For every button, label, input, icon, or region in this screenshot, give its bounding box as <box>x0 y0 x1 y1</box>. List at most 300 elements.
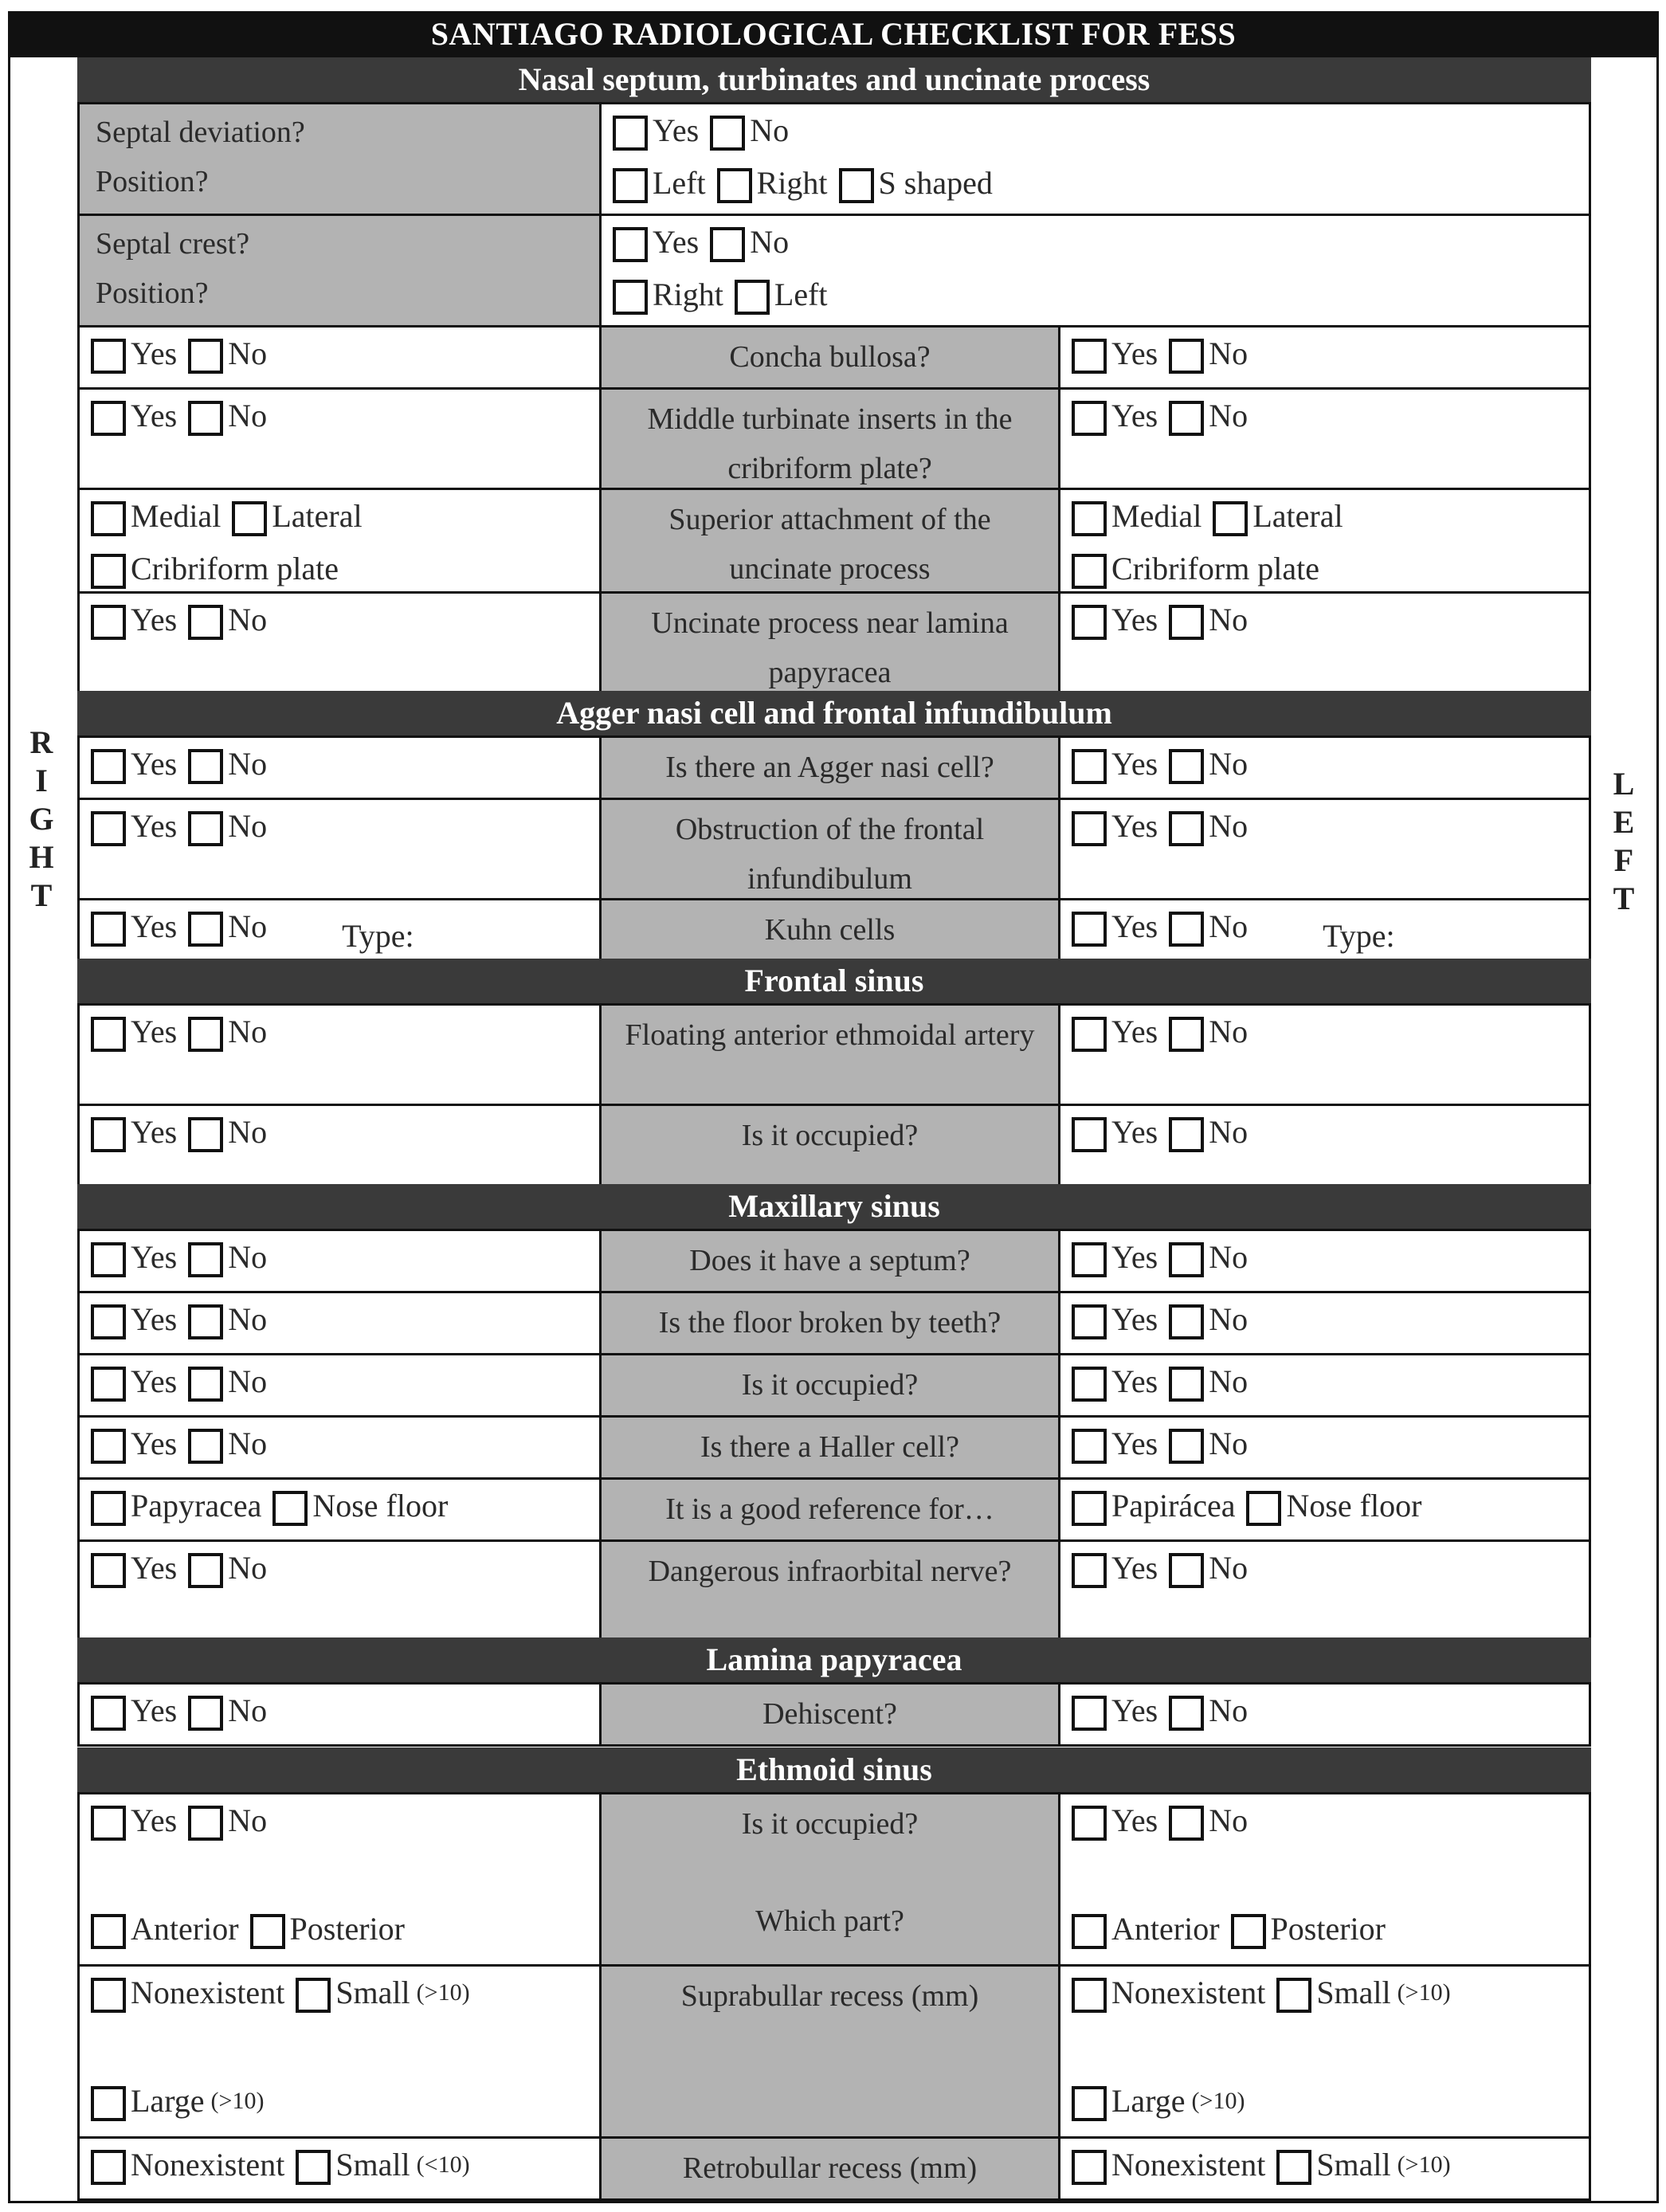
right-answer-cell <box>77 1353 602 1418</box>
checkbox[interactable] <box>91 2150 126 2185</box>
checkbox[interactable] <box>91 1553 126 1588</box>
checkbox[interactable] <box>1072 1117 1107 1152</box>
checkbox-option-anterior[interactable] <box>91 1909 239 1949</box>
checkbox-option-small[interactable] <box>1276 2145 1450 2185</box>
checkbox-option-no[interactable] <box>188 1548 267 1588</box>
checkbox[interactable] <box>188 1429 223 1464</box>
checkbox-option-yes[interactable] <box>1072 1548 1158 1588</box>
side-letter: T <box>30 877 53 913</box>
checkbox-option-yes[interactable] <box>1072 907 1158 947</box>
checkbox[interactable] <box>188 1553 223 1588</box>
checkbox[interactable] <box>1169 1367 1204 1402</box>
checkbox[interactable] <box>1072 811 1107 846</box>
right-answer-cell <box>77 591 602 696</box>
checkbox-option-no[interactable] <box>1169 600 1248 640</box>
checkbox-option-yes[interactable] <box>1072 1424 1158 1464</box>
checkbox[interactable] <box>1072 1978 1107 2013</box>
checkbox-label: No <box>1209 1114 1249 1150</box>
checkbox-option-yes[interactable] <box>1072 806 1158 846</box>
section-header: Maxillary sinus <box>77 1184 1591 1229</box>
checkbox-option-large[interactable] <box>91 2081 264 2121</box>
checkbox[interactable] <box>1169 1806 1204 1841</box>
checkbox-label: No <box>750 112 790 148</box>
checkbox-option-yes[interactable] <box>91 334 177 374</box>
checkbox-option-yes[interactable] <box>613 222 699 262</box>
checkbox[interactable] <box>1231 1914 1266 1949</box>
question-text: Superior attachment of the uncinate process <box>668 503 991 586</box>
right-answer-cell <box>77 1477 602 1542</box>
checkbox[interactable] <box>1072 1491 1107 1526</box>
checkbox-option-small[interactable] <box>296 2145 469 2185</box>
side-letter: R <box>29 724 53 760</box>
checkbox[interactable] <box>188 912 223 947</box>
checkbox-option-no[interactable] <box>188 1012 267 1052</box>
checkbox[interactable] <box>1072 1914 1107 1949</box>
checkbox-label: Yes <box>131 1239 178 1275</box>
checkbox-option-no[interactable] <box>1169 744 1248 784</box>
question-text: Dehiscent? <box>762 1697 897 1731</box>
checkbox[interactable] <box>1169 401 1204 436</box>
checkbox-label: No <box>1209 1802 1249 1838</box>
checkbox-option-no[interactable] <box>188 1362 267 1402</box>
checkbox-option-yes[interactable] <box>91 1012 177 1052</box>
checkbox-option-no[interactable] <box>188 1300 267 1339</box>
option-line <box>91 396 278 445</box>
checkbox[interactable] <box>1072 2150 1107 2185</box>
option-line <box>1072 1548 1259 1598</box>
checkbox-option-yes[interactable] <box>91 1300 177 1339</box>
checkbox-option-medial[interactable] <box>91 496 221 536</box>
checkbox-option-yes[interactable] <box>1072 1362 1158 1402</box>
checkbox[interactable] <box>1169 1429 1204 1464</box>
checkbox[interactable] <box>1213 501 1248 536</box>
side-letter: L <box>1613 766 1635 802</box>
option-line <box>91 1909 416 1959</box>
checkbox[interactable] <box>91 2086 126 2121</box>
checkbox-option-right[interactable] <box>613 275 723 315</box>
checkbox[interactable] <box>1169 605 1204 640</box>
checkbox[interactable] <box>188 401 223 436</box>
checkbox-label: No <box>1209 1301 1249 1337</box>
checkbox[interactable] <box>91 339 126 374</box>
checkbox-label: Yes <box>131 746 178 782</box>
checkbox[interactable] <box>296 2150 331 2185</box>
checkbox[interactable] <box>1276 1978 1311 2013</box>
checkbox-option-no[interactable] <box>188 600 267 640</box>
question-text: Is it occupied? <box>741 1119 919 1152</box>
checkbox[interactable] <box>91 1696 126 1731</box>
answer-cell <box>599 214 1591 327</box>
checkbox-option-no[interactable] <box>710 222 789 262</box>
checkbox[interactable] <box>1169 1553 1204 1588</box>
option-line <box>91 1486 459 1535</box>
checkbox[interactable] <box>91 1491 126 1526</box>
checkbox[interactable] <box>272 1491 308 1526</box>
checkbox-option-yes[interactable] <box>1072 1300 1158 1339</box>
checkbox[interactable] <box>839 168 874 203</box>
checkbox-option-no[interactable] <box>188 907 267 947</box>
checkbox-option-yes[interactable] <box>1072 1012 1158 1052</box>
checkbox[interactable] <box>1169 339 1204 374</box>
checkbox-option-yes[interactable] <box>91 1112 177 1152</box>
checkbox-option-yes[interactable] <box>91 1691 177 1731</box>
checkbox-option-no[interactable] <box>188 1112 267 1152</box>
checkbox[interactable] <box>91 1367 126 1402</box>
option-line <box>91 600 278 649</box>
checkbox-option-yes[interactable] <box>91 600 177 640</box>
checkbox-label: Cribriform plate <box>1111 551 1320 586</box>
checkbox-option-nonexistent[interactable] <box>1072 1973 1265 2013</box>
checkbox-option-yes[interactable] <box>1072 1691 1158 1731</box>
checkbox[interactable] <box>188 1304 223 1339</box>
checkbox-option-yes[interactable] <box>91 907 177 947</box>
checkbox[interactable] <box>1072 912 1107 947</box>
checkbox[interactable] <box>1169 1117 1204 1152</box>
checkbox[interactable] <box>1072 2086 1107 2121</box>
checkbox-option-lateral[interactable] <box>1213 496 1343 536</box>
left-answer-cell <box>1058 1229 1591 1293</box>
checkbox[interactable] <box>91 1304 126 1339</box>
question-text: Does it have a septum? <box>689 1244 970 1277</box>
checkbox-option-no[interactable] <box>1169 334 1248 374</box>
checkbox[interactable] <box>1169 749 1204 784</box>
right-answer-cell <box>77 1229 602 1293</box>
option-line <box>1072 1973 1462 2022</box>
checkbox-option-anterior[interactable] <box>1072 1909 1220 1949</box>
checkbox[interactable] <box>232 501 267 536</box>
checkbox-label: Yes <box>131 1802 178 1838</box>
checkbox[interactable] <box>1072 1806 1107 1841</box>
checkbox[interactable] <box>188 1806 223 1841</box>
question-cell <box>599 1792 1060 1967</box>
checkbox-option-no[interactable] <box>1169 1012 1248 1052</box>
checkbox[interactable] <box>188 1117 223 1152</box>
checkbox-option-no[interactable] <box>1169 806 1248 846</box>
checkbox-option-no[interactable] <box>1169 1691 1248 1731</box>
right-answer-cell <box>77 387 602 490</box>
left-answer-cell <box>1058 2136 1591 2201</box>
checkbox[interactable] <box>1169 1696 1204 1731</box>
checkbox-option-no[interactable] <box>188 1424 267 1464</box>
question-cell <box>599 2136 1060 2201</box>
checkbox[interactable] <box>296 1978 331 2013</box>
checkbox[interactable] <box>1072 1017 1107 1052</box>
checkbox[interactable] <box>188 1017 223 1052</box>
checkbox-label: Right <box>756 165 828 201</box>
size-note: (>10) <box>416 1979 470 2006</box>
checkbox[interactable] <box>250 1914 285 1949</box>
checkbox[interactable] <box>1072 749 1107 784</box>
checkbox-label: No <box>228 1301 268 1337</box>
checkbox-label: Yes <box>131 1692 178 1728</box>
checkbox-option-nonexistent[interactable] <box>1072 2145 1265 2185</box>
checkbox-option-small[interactable] <box>1276 1973 1450 2013</box>
checkbox-option-no[interactable] <box>1169 1424 1248 1464</box>
checkbox[interactable] <box>1169 811 1204 846</box>
checkbox-option-yes[interactable] <box>91 1801 177 1841</box>
checkbox-option-posterior[interactable] <box>250 1909 405 1949</box>
checkbox[interactable] <box>188 339 223 374</box>
checkbox[interactable] <box>188 749 223 784</box>
question-label: Position? <box>96 276 209 310</box>
checkbox[interactable] <box>91 749 126 784</box>
checkbox[interactable] <box>91 1978 126 2013</box>
checkbox-option-yes[interactable] <box>1072 1801 1158 1841</box>
answer-cell <box>599 102 1591 216</box>
checkbox-option-left[interactable] <box>613 163 706 203</box>
checkbox-option-no[interactable] <box>188 1237 267 1277</box>
checkbox-option-yes[interactable] <box>91 1237 177 1277</box>
checkbox-label: Yes <box>131 1426 178 1461</box>
checkbox-option-no[interactable] <box>710 111 789 151</box>
right-answer-cell <box>77 898 602 963</box>
checkbox-label: Nonexistent <box>131 1975 285 2010</box>
checkbox[interactable] <box>91 554 126 589</box>
checkbox-label: No <box>228 602 268 637</box>
checkbox[interactable] <box>91 912 126 947</box>
checkbox-option-left[interactable] <box>735 275 828 315</box>
left-answer-cell <box>1058 798 1591 900</box>
checkbox-label: Yes <box>1111 398 1158 433</box>
checkbox-option-yes[interactable] <box>1072 396 1158 436</box>
checkbox-option-large[interactable] <box>1072 2081 1245 2121</box>
checkbox-option-yes[interactable] <box>91 1362 177 1402</box>
question-text: Suprabullar recess (mm) <box>680 1979 979 2013</box>
checkbox-label: Yes <box>1111 1301 1158 1337</box>
right-answer-cell <box>77 1291 602 1355</box>
checkbox[interactable] <box>1072 554 1107 589</box>
checkbox-option-no[interactable] <box>188 1801 267 1841</box>
checkbox[interactable] <box>91 1914 126 1949</box>
option-line <box>1072 1237 1259 1287</box>
checkbox[interactable] <box>1276 2150 1311 2185</box>
section-header: Ethmoid sinus <box>77 1747 1591 1792</box>
option-line <box>1072 2081 1256 2131</box>
checkbox-option-cribriform-plate[interactable] <box>91 549 339 589</box>
option-line <box>1072 1909 1397 1959</box>
checkbox-label: Yes <box>1111 1692 1158 1728</box>
checkbox-option-yes[interactable] <box>1072 1112 1158 1152</box>
size-note: (>10) <box>1397 1979 1451 2006</box>
checkbox-option-yes[interactable] <box>613 111 699 151</box>
checkbox[interactable] <box>1072 501 1107 536</box>
checkbox-label: No <box>228 1426 268 1461</box>
option-line <box>91 1362 278 1411</box>
checkbox-option-s-shaped[interactable] <box>839 163 993 203</box>
checkbox[interactable] <box>613 280 648 315</box>
checkbox-label: No <box>1209 746 1249 782</box>
option-line <box>1072 1362 1259 1411</box>
left-answer-cell <box>1058 325 1591 390</box>
checkbox[interactable] <box>91 1242 126 1277</box>
left-answer-cell <box>1058 1415 1591 1480</box>
checkbox[interactable] <box>188 1367 223 1402</box>
question-cell <box>77 214 602 327</box>
option-line <box>91 1012 278 1061</box>
checkbox-label: Yes <box>131 1014 178 1049</box>
checkbox[interactable] <box>91 1017 126 1052</box>
question-text: Uncinate process near lamina papyracea <box>651 606 1009 689</box>
question-label: Septal crest? <box>96 227 250 261</box>
checkbox-option-nose-floor[interactable] <box>1246 1486 1421 1526</box>
checkbox-label: Lateral <box>272 498 363 534</box>
option-line <box>91 496 374 546</box>
option-line <box>613 163 1004 213</box>
checkbox[interactable] <box>91 605 126 640</box>
checkbox[interactable] <box>91 811 126 846</box>
checkbox-label: Yes <box>1111 1426 1158 1461</box>
option-line <box>91 806 278 856</box>
checkbox-option-posterior[interactable] <box>1231 1909 1386 1949</box>
checkbox-option-no[interactable] <box>1169 1362 1248 1402</box>
option-line <box>91 334 278 383</box>
left-answer-cell <box>1058 1964 1591 2139</box>
checkbox[interactable] <box>1072 1696 1107 1731</box>
option-line <box>1072 334 1259 383</box>
checkbox-option-yes[interactable] <box>91 744 177 784</box>
checkbox[interactable] <box>1072 1304 1107 1339</box>
checkbox[interactable] <box>91 401 126 436</box>
checkbox[interactable] <box>1072 1429 1107 1464</box>
checkbox-option-no[interactable] <box>188 1691 267 1731</box>
checkbox-label: No <box>228 1114 268 1150</box>
checkbox-option-no[interactable] <box>1169 396 1248 436</box>
checkbox[interactable] <box>710 227 745 262</box>
checkbox-option-no[interactable] <box>1169 1112 1248 1152</box>
checkbox-option-papyracea[interactable] <box>91 1486 261 1526</box>
right-answer-cell <box>77 1964 602 2139</box>
section-header: Agger nasi cell and frontal infundibulum <box>77 691 1591 735</box>
right-answer-cell <box>77 798 602 900</box>
question-cell <box>599 1003 1060 1106</box>
checkbox[interactable] <box>1072 1553 1107 1588</box>
checkbox-option-cribriform-plate[interactable] <box>1072 549 1319 589</box>
checkbox-option-nose-floor[interactable] <box>272 1486 448 1526</box>
checkbox[interactable] <box>188 811 223 846</box>
checkbox-option-no[interactable] <box>1169 1300 1248 1339</box>
checkbox-option-lateral[interactable] <box>232 496 362 536</box>
checkbox[interactable] <box>735 280 770 315</box>
checkbox-option-nonexistent[interactable] <box>91 2145 284 2185</box>
checkbox-option-no[interactable] <box>188 396 267 436</box>
option-line <box>91 1973 481 2022</box>
left-answer-cell <box>1058 898 1591 963</box>
question-cell <box>599 1415 1060 1480</box>
option-line <box>1072 1300 1259 1349</box>
checkbox-option-yes[interactable] <box>91 1548 177 1588</box>
question-cell <box>599 488 1060 594</box>
question-text: Is there a Haller cell? <box>700 1430 959 1464</box>
question-cell <box>599 591 1060 696</box>
checkbox-label: No <box>228 1802 268 1838</box>
checkbox[interactable] <box>613 168 648 203</box>
checkbox-option-medial[interactable] <box>1072 496 1201 536</box>
checkbox[interactable] <box>188 605 223 640</box>
checkbox-option-yes[interactable] <box>1072 600 1158 640</box>
checkbox-option-small[interactable] <box>296 1973 469 2013</box>
checkbox-label: No <box>1209 808 1249 844</box>
checkbox-option-yes[interactable] <box>1072 1237 1158 1277</box>
checkbox[interactable] <box>1246 1491 1281 1526</box>
option-line <box>613 111 800 160</box>
checkbox-option-yes[interactable] <box>1072 744 1158 784</box>
question-cell <box>599 1104 1060 1189</box>
checkbox-label: Small <box>335 1975 410 2010</box>
checkbox[interactable] <box>188 1696 223 1731</box>
left-answer-cell <box>1058 1353 1591 1418</box>
checkbox[interactable] <box>1169 1304 1204 1339</box>
checkbox-label: No <box>1209 1363 1249 1399</box>
checkbox-label: Left <box>774 276 828 312</box>
checkbox-label: Large <box>1111 2083 1186 2119</box>
checkbox-option-no[interactable] <box>1169 1801 1248 1841</box>
checkbox[interactable] <box>1072 401 1107 436</box>
checkbox-label: No <box>228 1014 268 1049</box>
checkbox[interactable] <box>91 1429 126 1464</box>
question-cell <box>599 1539 1060 1642</box>
checkbox-option-no[interactable] <box>188 334 267 374</box>
checkbox-option-yes[interactable] <box>1072 334 1158 374</box>
checkbox-label: Yes <box>1111 908 1158 944</box>
checkbox-option-yes[interactable] <box>91 1424 177 1464</box>
checkbox-label: Yes <box>131 602 178 637</box>
size-note: (<10) <box>416 2151 470 2178</box>
checkbox[interactable] <box>1072 1242 1107 1277</box>
checkbox-option-yes[interactable] <box>91 806 177 846</box>
checkbox-option-no[interactable] <box>1169 1548 1248 1588</box>
checkbox[interactable] <box>717 168 752 203</box>
checkbox-option-papir-cea[interactable] <box>1072 1486 1235 1526</box>
checkbox[interactable] <box>1169 912 1204 947</box>
checkbox-option-no[interactable] <box>1169 907 1248 947</box>
checkbox[interactable] <box>1072 605 1107 640</box>
checkbox[interactable] <box>91 1806 126 1841</box>
checkbox-label: Nonexistent <box>1111 2147 1266 2183</box>
checkbox-label: Lateral <box>1252 498 1343 534</box>
option-line <box>91 1691 278 1740</box>
checkbox-option-no[interactable] <box>188 744 267 784</box>
checkbox-label: Posterior <box>289 1911 405 1947</box>
checkbox-label: Yes <box>131 398 178 433</box>
checkbox-option-no[interactable] <box>1169 1237 1248 1277</box>
option-line <box>91 2081 275 2131</box>
question-text: Floating anterior ethmoidal artery <box>625 1018 1035 1052</box>
checkbox-label: No <box>1209 602 1249 637</box>
checkbox[interactable] <box>1072 1367 1107 1402</box>
checkbox[interactable] <box>613 227 648 262</box>
question-text: Is it occupied? <box>741 1807 919 1841</box>
checkbox-option-nonexistent[interactable] <box>91 1973 284 2013</box>
question-text: Is there an Agger nasi cell? <box>665 751 994 784</box>
checkbox[interactable] <box>188 1242 223 1277</box>
checkbox[interactable] <box>91 501 126 536</box>
checkbox[interactable] <box>613 116 648 151</box>
checkbox[interactable] <box>91 1117 126 1152</box>
checkbox-label: Yes <box>131 335 178 371</box>
right-answer-cell <box>77 488 602 594</box>
checkbox[interactable] <box>710 116 745 151</box>
checkbox-option-right[interactable] <box>717 163 828 203</box>
option-line <box>1072 1486 1433 1535</box>
checkbox-option-no[interactable] <box>188 806 267 846</box>
checkbox[interactable] <box>1169 1242 1204 1277</box>
checkbox[interactable] <box>1072 339 1107 374</box>
checkbox-label: No <box>750 224 790 260</box>
checkbox-option-yes[interactable] <box>91 396 177 436</box>
section-header: Lamina papyracea <box>77 1637 1591 1682</box>
checkbox[interactable] <box>1169 1017 1204 1052</box>
type-label: Type: <box>342 918 414 954</box>
